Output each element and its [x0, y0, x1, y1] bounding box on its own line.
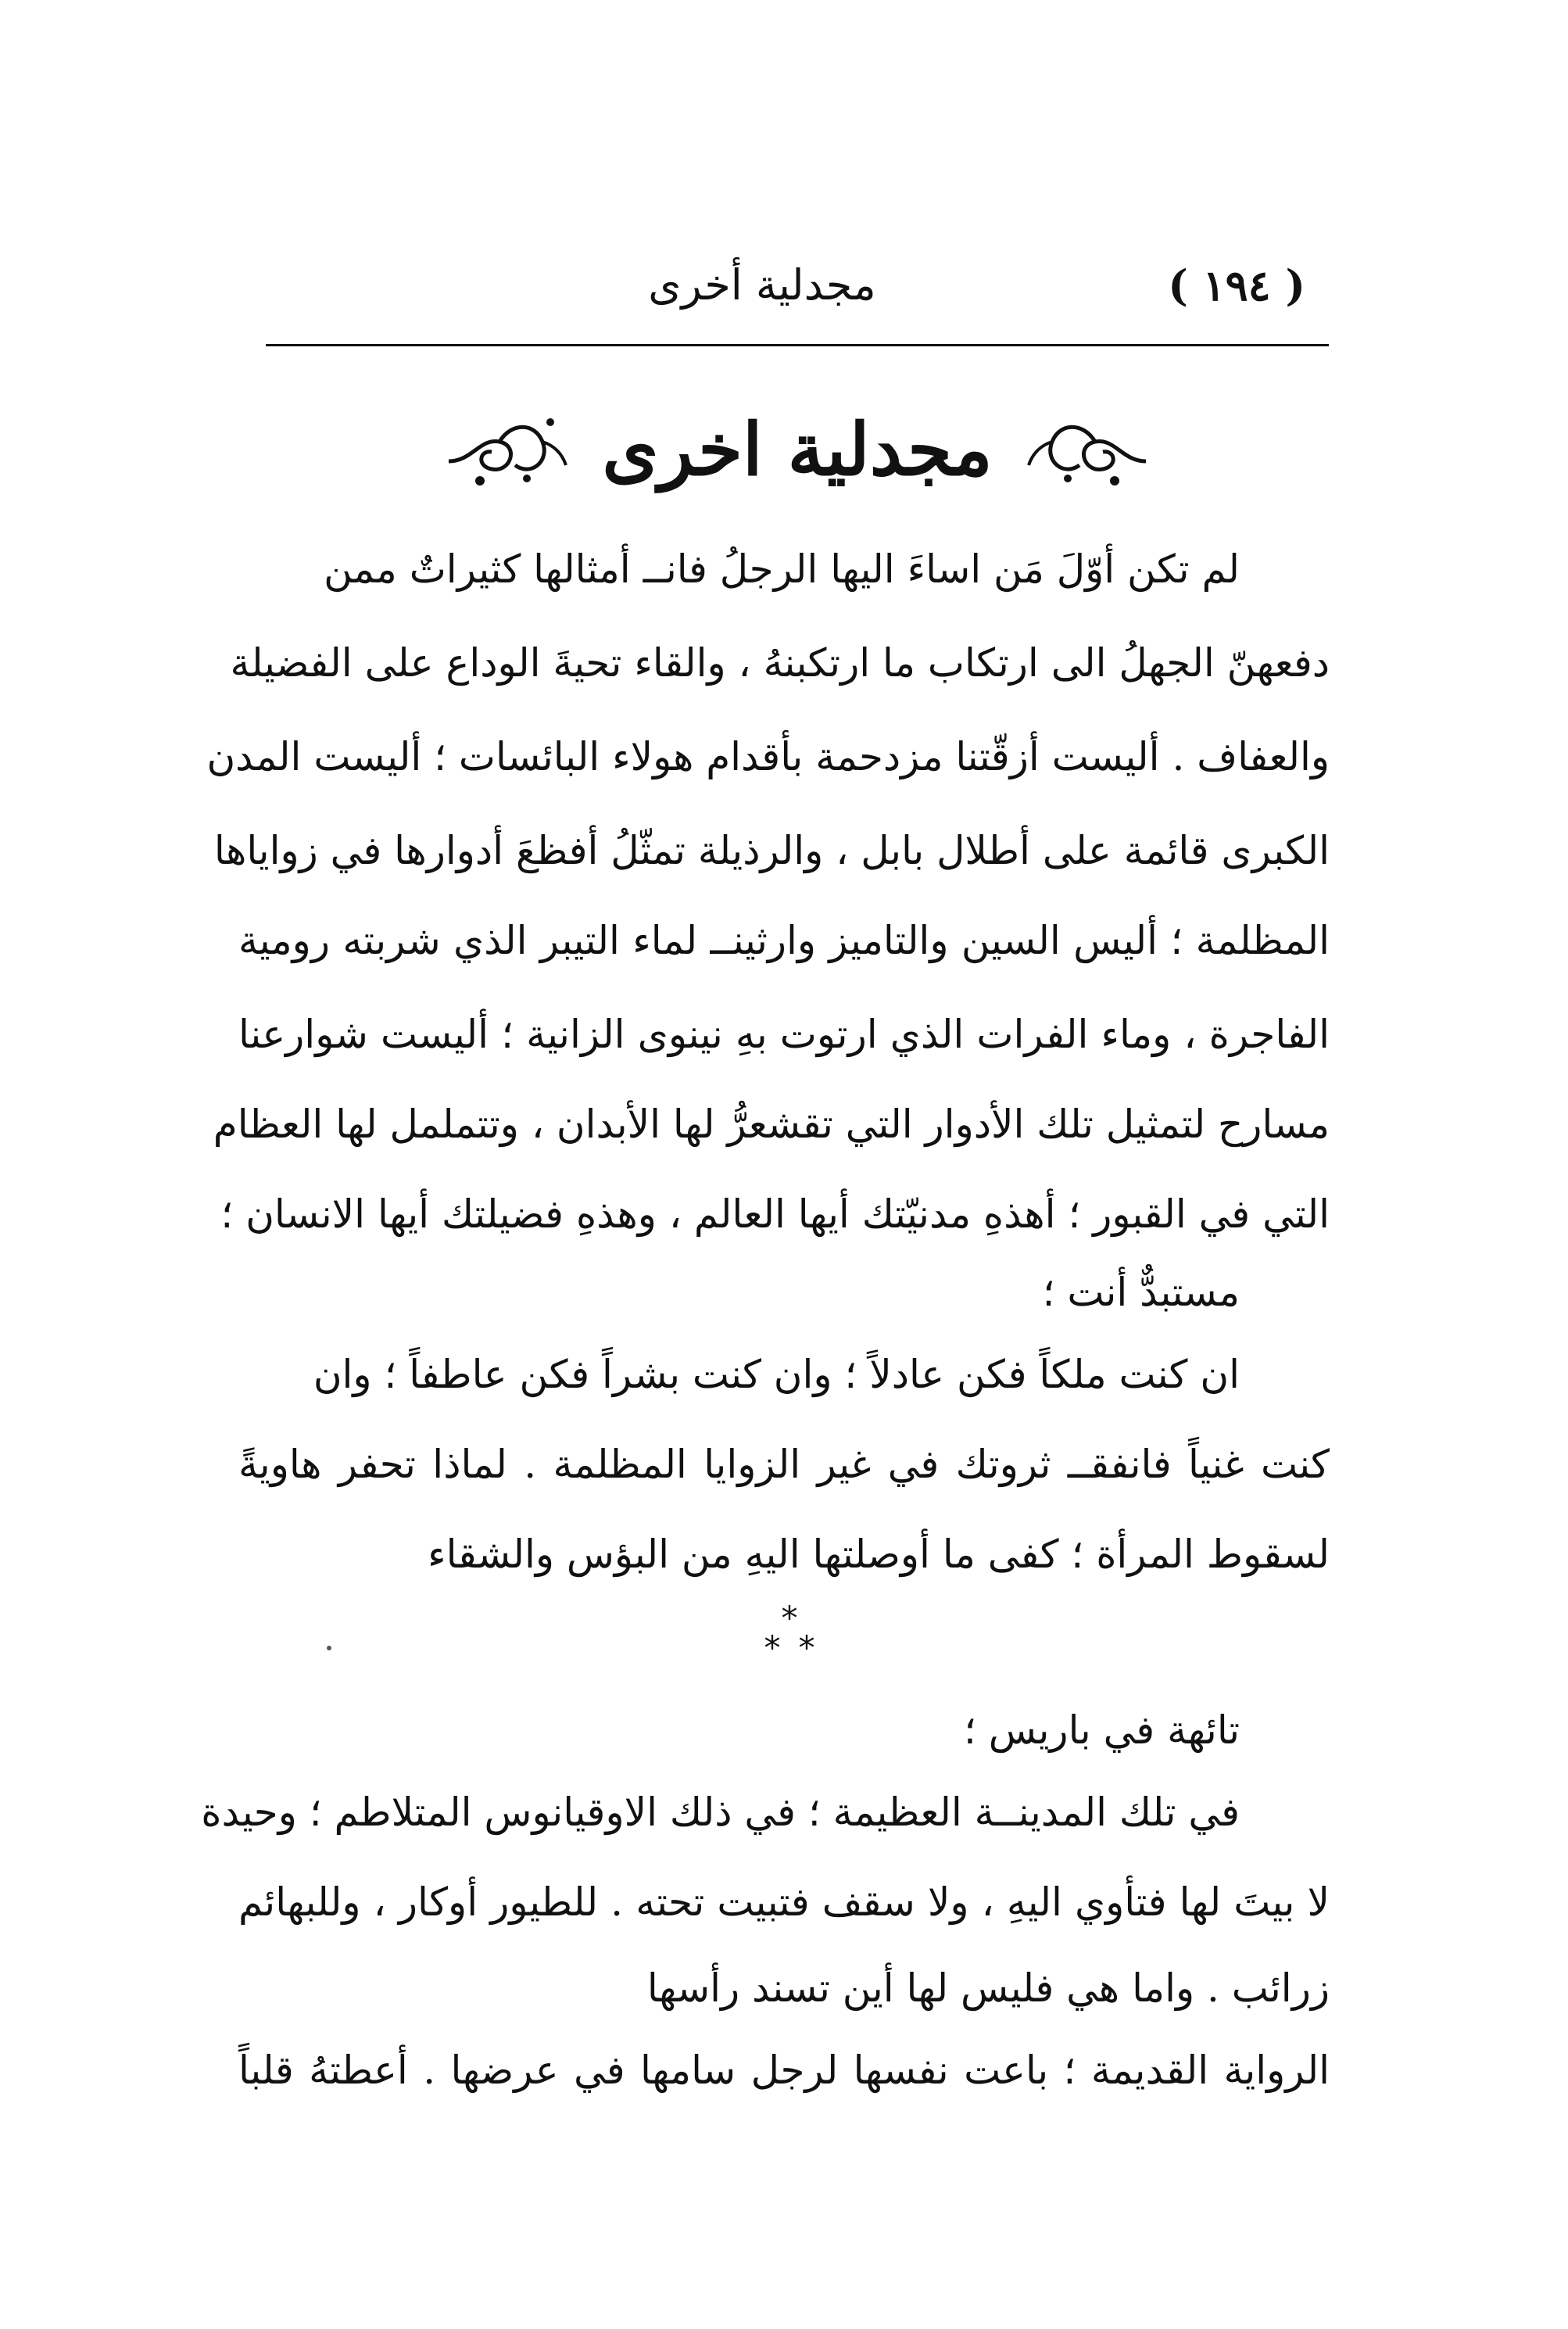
page-number: ( ١٩٤ ) — [1168, 260, 1305, 310]
text-line: الكبرى قائمة على أطلال بابل ، والرذيلة تمثّلُ أفظعَ أدوارها في زواياها — [213, 828, 1330, 873]
header-rule — [266, 344, 1329, 346]
text-line: والعفاف . أليست أزقّتنا مزدحمة بأقدام هولاء البائسات ؛ أليست المدن — [206, 734, 1330, 779]
svg-text:*: * — [798, 1629, 815, 1667]
chapter-title: مجدلية اخرى — [602, 407, 993, 492]
text-line: دفعهنّ الجهلُ الى ارتكاب ما ارتكبنهُ ، والقاء تحيةَ الوداع على الفضيلة — [230, 640, 1330, 686]
section-break-stars-icon — [735, 1603, 844, 1673]
text-line: التي في القبور ؛ أهذهِ مدنيّتك أيها العالم ، وهذهِ فضيلتك أيها الانسان ؛ — [220, 1191, 1330, 1237]
text-line: الفاجرة ، وماء الفرات الذي ارتوت بهِ نينوى الزانية ؛ أليست شوارعنا — [238, 1012, 1330, 1057]
text-line: مسارح لتمثيل تلك الأدوار التي تقشعرُّ لها الأبدان ، وتتململ لها العظام — [213, 1102, 1330, 1147]
running-title: مجدلية أخرى — [648, 260, 876, 310]
text-line: الرواية القديمة ؛ باعت نفسها لرجل سامها في عرضها . أعطتهُ قلباً — [238, 2048, 1330, 2093]
text-line: مستبدٌّ أنت ؛ — [1042, 1270, 1240, 1315]
section-heading: تائهة في باريس ؛ — [963, 1707, 1240, 1753]
text-line: لسقوط المرأة ؛ كفى ما أوصلتها اليهِ من البؤس والشقاء — [428, 1532, 1330, 1577]
text-line: كنت غنياً فانفقــ ثروتك في غير الزوايا المظلمة . لماذا تحفر هاويةً — [238, 1442, 1330, 1487]
text-line: زرائب . واما هي فليس لها أين تسند رأسها — [646, 1965, 1330, 2011]
text-line: المظلمة ؛ أليس السين والتاميز وارثينــ لماء التيبر الذي شربته رومية — [238, 918, 1330, 963]
running-header — [266, 254, 1329, 317]
text-line: في تلك المدينــة العظيمة ؛ في ذلك الاوقيانوس المتلاطم ؛ وحيدة — [201, 1790, 1240, 1835]
svg-text:*: * — [781, 1603, 798, 1637]
chapter-heading — [438, 391, 1157, 508]
right-ornament-icon — [1021, 407, 1154, 493]
left-ornament-icon — [441, 407, 574, 493]
text-line: لم تكن أوّلَ مَن اساءَ اليها الرجلُ فانــ أمثالها كثيراتٌ ممن — [324, 546, 1240, 592]
text-line: ان كنت ملكاً فكن عادلاً ؛ وان كنت بشراً فكن عاطفاً ؛ وان — [313, 1352, 1240, 1397]
svg-text:*: * — [764, 1629, 781, 1667]
stray-mark — [327, 1646, 331, 1650]
text-line: لا بيتَ لها فتأوي اليهِ ، ولا سقف فتبيت تحته . للطيور أوكار ، وللبهائم — [238, 1879, 1330, 1925]
